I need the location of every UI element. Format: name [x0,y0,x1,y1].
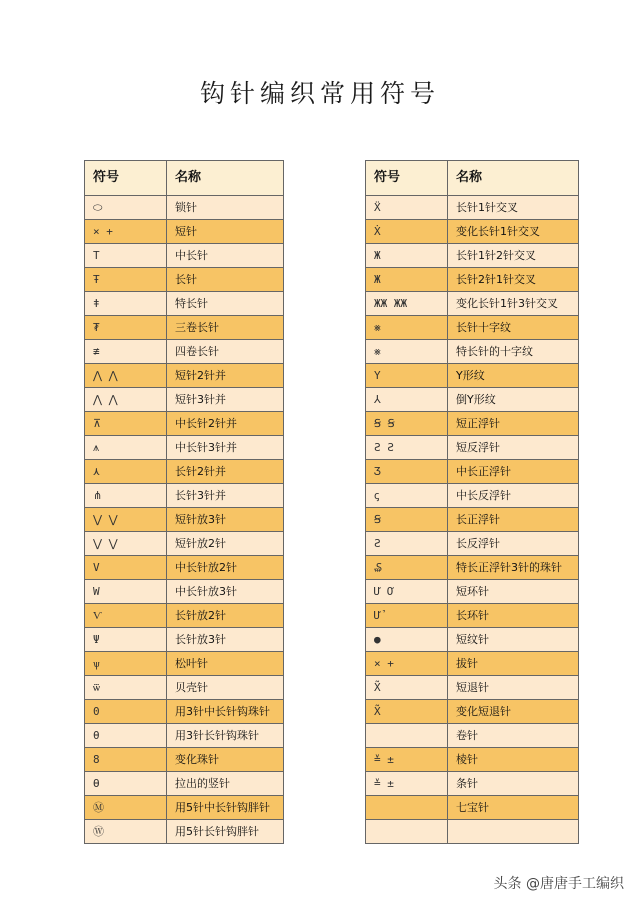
stitch-symbol-icon [366,820,448,844]
stitch-name: 变化短退针 [448,700,579,724]
stitch-symbol-icon: Ŧ [85,268,167,292]
stitch-name: 中长针3针并 [167,436,284,460]
stitch-name: 短针 [167,220,284,244]
table-row [366,364,579,388]
table-row [85,748,284,772]
watermark: 头条 @唐唐手工编织 [493,876,624,892]
table-row [366,796,579,820]
header-name: 名称 [448,161,579,196]
header-symbol: 符号 [85,161,167,196]
table-row [85,412,284,436]
stitch-symbol-icon: ⬭ [85,196,167,220]
stitch-name: 短针放2针 [167,532,284,556]
stitch-symbol-icon: W [85,580,167,604]
stitch-symbol-icon: ● [366,628,448,652]
stitch-symbol-icon: Ƨ [366,532,448,556]
stitch-name: 变化长针1针交叉 [448,220,579,244]
stitch-name: 长针十字纹 [448,316,579,340]
stitch-symbol-icon: ⋀ ⋀ [85,388,167,412]
stitch-name: 短正浮针 [448,412,579,436]
table-row [85,340,284,364]
stitch-name: 中长正浮针 [448,460,579,484]
table-row [366,340,579,364]
stitch-name: 用5针中长针钩胖针 [167,796,284,820]
stitch-symbol-icon: ѱ [85,652,167,676]
table-header-row [366,161,579,196]
stitch-symbol-icon: ⋁ ⋁ [85,532,167,556]
stitch-symbol-icon: ≚ ± [366,772,448,796]
stitch-name: 四卷长针 [167,340,284,364]
table-row [85,484,284,508]
stitch-symbol-icon: ⊼ [85,412,167,436]
stitch-name: 短针3针并 [167,388,284,412]
stitch-symbol-icon: Ж [366,268,448,292]
table-row [85,364,284,388]
table-row [85,436,284,460]
table-row [366,412,579,436]
stitch-symbol-icon: Ꞩ [366,508,448,532]
stitch-name: 长针2针并 [167,460,284,484]
stitch-name: 用5针长针钩胖针 [167,820,284,844]
stitch-name: 长针3针并 [167,484,284,508]
stitch-name: 条针 [448,772,579,796]
stitch-symbol-icon: ǂ [85,292,167,316]
stitch-name: 贝壳针 [167,676,284,700]
table-row [85,676,284,700]
table-row [85,796,284,820]
table-row [85,220,284,244]
table-row [366,724,579,748]
stitch-name: 松叶针 [167,652,284,676]
table-row [366,244,579,268]
table-row [366,220,579,244]
stitch-name: 用3针长针钩珠针 [167,724,284,748]
table-row [366,196,579,220]
stitch-name: 短针2针并 [167,364,284,388]
stitch-symbol-icon: Ƨ Ƨ [366,436,448,460]
stitch-name: 长正浮针 [448,508,579,532]
table-row [366,292,579,316]
stitch-symbol-icon: × + [366,652,448,676]
table-row [85,388,284,412]
table-row [85,556,284,580]
stitch-name: 拔针 [448,652,579,676]
stitch-name: 长针2针1针交叉 [448,268,579,292]
stitch-symbol-icon: T [85,244,167,268]
table-header-row [85,161,284,196]
stitch-symbol-icon: V [85,556,167,580]
stitch-name: 卷针 [448,724,579,748]
stitch-symbol-icon: ⅄ [366,388,448,412]
table-row [85,580,284,604]
table-row [85,628,284,652]
stitch-symbol-icon: ѿ [85,676,167,700]
stitch-name: 中长针2针并 [167,412,284,436]
stitch-name: 长针1针2针交叉 [448,244,579,268]
stitch-name: 锁针 [167,196,284,220]
stitch-name: 长环针 [448,604,579,628]
stitch-name: 长针放2针 [167,604,284,628]
stitch-name: 七宝针 [448,796,579,820]
stitch-name: 短环针 [448,580,579,604]
table-row [85,820,284,844]
stitch-name: 长针1针交叉 [448,196,579,220]
stitch-symbol-icon: Y [366,364,448,388]
stitch-symbol-icon: Ж [366,244,448,268]
stitch-symbol-icon: θ [85,724,167,748]
stitch-symbol-icon: X̃ [366,700,448,724]
stitch-symbol-icon: Ẍ [366,196,448,220]
table-row [85,604,284,628]
stitch-name: 拉出的竖针 [167,772,284,796]
stitch-symbol-icon: ⋁ ⋁ [85,508,167,532]
table-row [366,700,579,724]
table-row [366,652,579,676]
stitch-name: 变化长针1针3针交叉 [448,292,579,316]
table-row [85,292,284,316]
stitch-name: 长针放3针 [167,628,284,652]
left-symbol-table [84,160,284,844]
table-row [85,700,284,724]
table-row [85,268,284,292]
stitch-symbol-icon: Ử [366,604,448,628]
table-row [366,580,579,604]
stitch-symbol-icon: ⩚ [85,436,167,460]
right-symbol-table [365,160,579,844]
table-row [366,508,579,532]
table-row [366,532,579,556]
stitch-symbol-icon: Ⓦ [85,820,167,844]
stitch-symbol-icon: Ѳ [85,772,167,796]
stitch-name: 中长针 [167,244,284,268]
stitch-symbol-icon: ⨳ [366,316,448,340]
stitch-name: 变化珠针 [167,748,284,772]
table-row [85,652,284,676]
table-row [366,628,579,652]
table-row [366,316,579,340]
stitch-symbol-icon: 8 [85,748,167,772]
stitch-symbol-icon [366,724,448,748]
stitch-symbol-icon: X̃ [366,676,448,700]
table-row [85,724,284,748]
stitch-symbol-icon: Ꞩ Ꞩ [366,412,448,436]
table-row [85,772,284,796]
stitch-symbol-icon: Ẋ [366,220,448,244]
stitch-name: 中长反浮针 [448,484,579,508]
stitch-symbol-icon: Ѵ [85,604,167,628]
stitch-symbol-icon: ЖЖ ЖЖ [366,292,448,316]
table-row [85,244,284,268]
stitch-symbol-icon: ≚ ± [366,748,448,772]
table-row [366,676,579,700]
stitch-name: 用3针中长针钩珠针 [167,700,284,724]
table-row [85,460,284,484]
stitch-name: 长反浮针 [448,532,579,556]
table-row [366,748,579,772]
stitch-name: 特长针的十字纹 [448,340,579,364]
stitch-name [448,820,579,844]
stitch-name: 特长正浮针3针的珠针 [448,556,579,580]
stitch-symbol-icon: 0 [85,700,167,724]
table-row [366,772,579,796]
stitch-name: Y形纹 [448,364,579,388]
stitch-symbol-icon: ⋀ ⋀ [85,364,167,388]
stitch-name: 短针放3针 [167,508,284,532]
stitch-name: 短退针 [448,676,579,700]
stitch-symbol-icon: ⋔ [85,484,167,508]
stitch-name: 短纹针 [448,628,579,652]
stitch-symbol-icon: ⋏ [85,460,167,484]
stitch-name: 短反浮针 [448,436,579,460]
stitch-name: 中长针放3针 [167,580,284,604]
stitch-symbol-icon [366,796,448,820]
stitch-symbol-icon: ⨳ [366,340,448,364]
stitch-symbol-icon: Ʒ [366,460,448,484]
table-row [366,604,579,628]
table-row [366,820,579,844]
header-symbol: 符号 [366,161,448,196]
stitch-symbol-icon: ≢ [85,340,167,364]
stitch-symbol-icon: × + [85,220,167,244]
table-row [366,268,579,292]
stitch-name: 特长针 [167,292,284,316]
table-row [85,532,284,556]
table-row [366,484,579,508]
stitch-symbol-icon: Ⓜ [85,796,167,820]
stitch-symbol-icon: Ψ [85,628,167,652]
stitch-name: 长针 [167,268,284,292]
stitch-symbol-icon: ₮ [85,316,167,340]
page-title: 钩针编织常用符号 [199,79,440,108]
stitch-symbol-icon: ₷ [366,556,448,580]
table-row [85,508,284,532]
table-row [366,388,579,412]
table-row [85,316,284,340]
stitch-symbol-icon: ꞔ [366,484,448,508]
stitch-name: 中长针放2针 [167,556,284,580]
table-row [366,460,579,484]
header-name: 名称 [167,161,284,196]
stitch-name: 倒Y形纹 [448,388,579,412]
table-row [366,436,579,460]
stitch-symbol-icon: Ư Ơ [366,580,448,604]
stitch-name: 三卷长针 [167,316,284,340]
stitch-name: 棱针 [448,748,579,772]
table-row [85,196,284,220]
table-row [366,556,579,580]
